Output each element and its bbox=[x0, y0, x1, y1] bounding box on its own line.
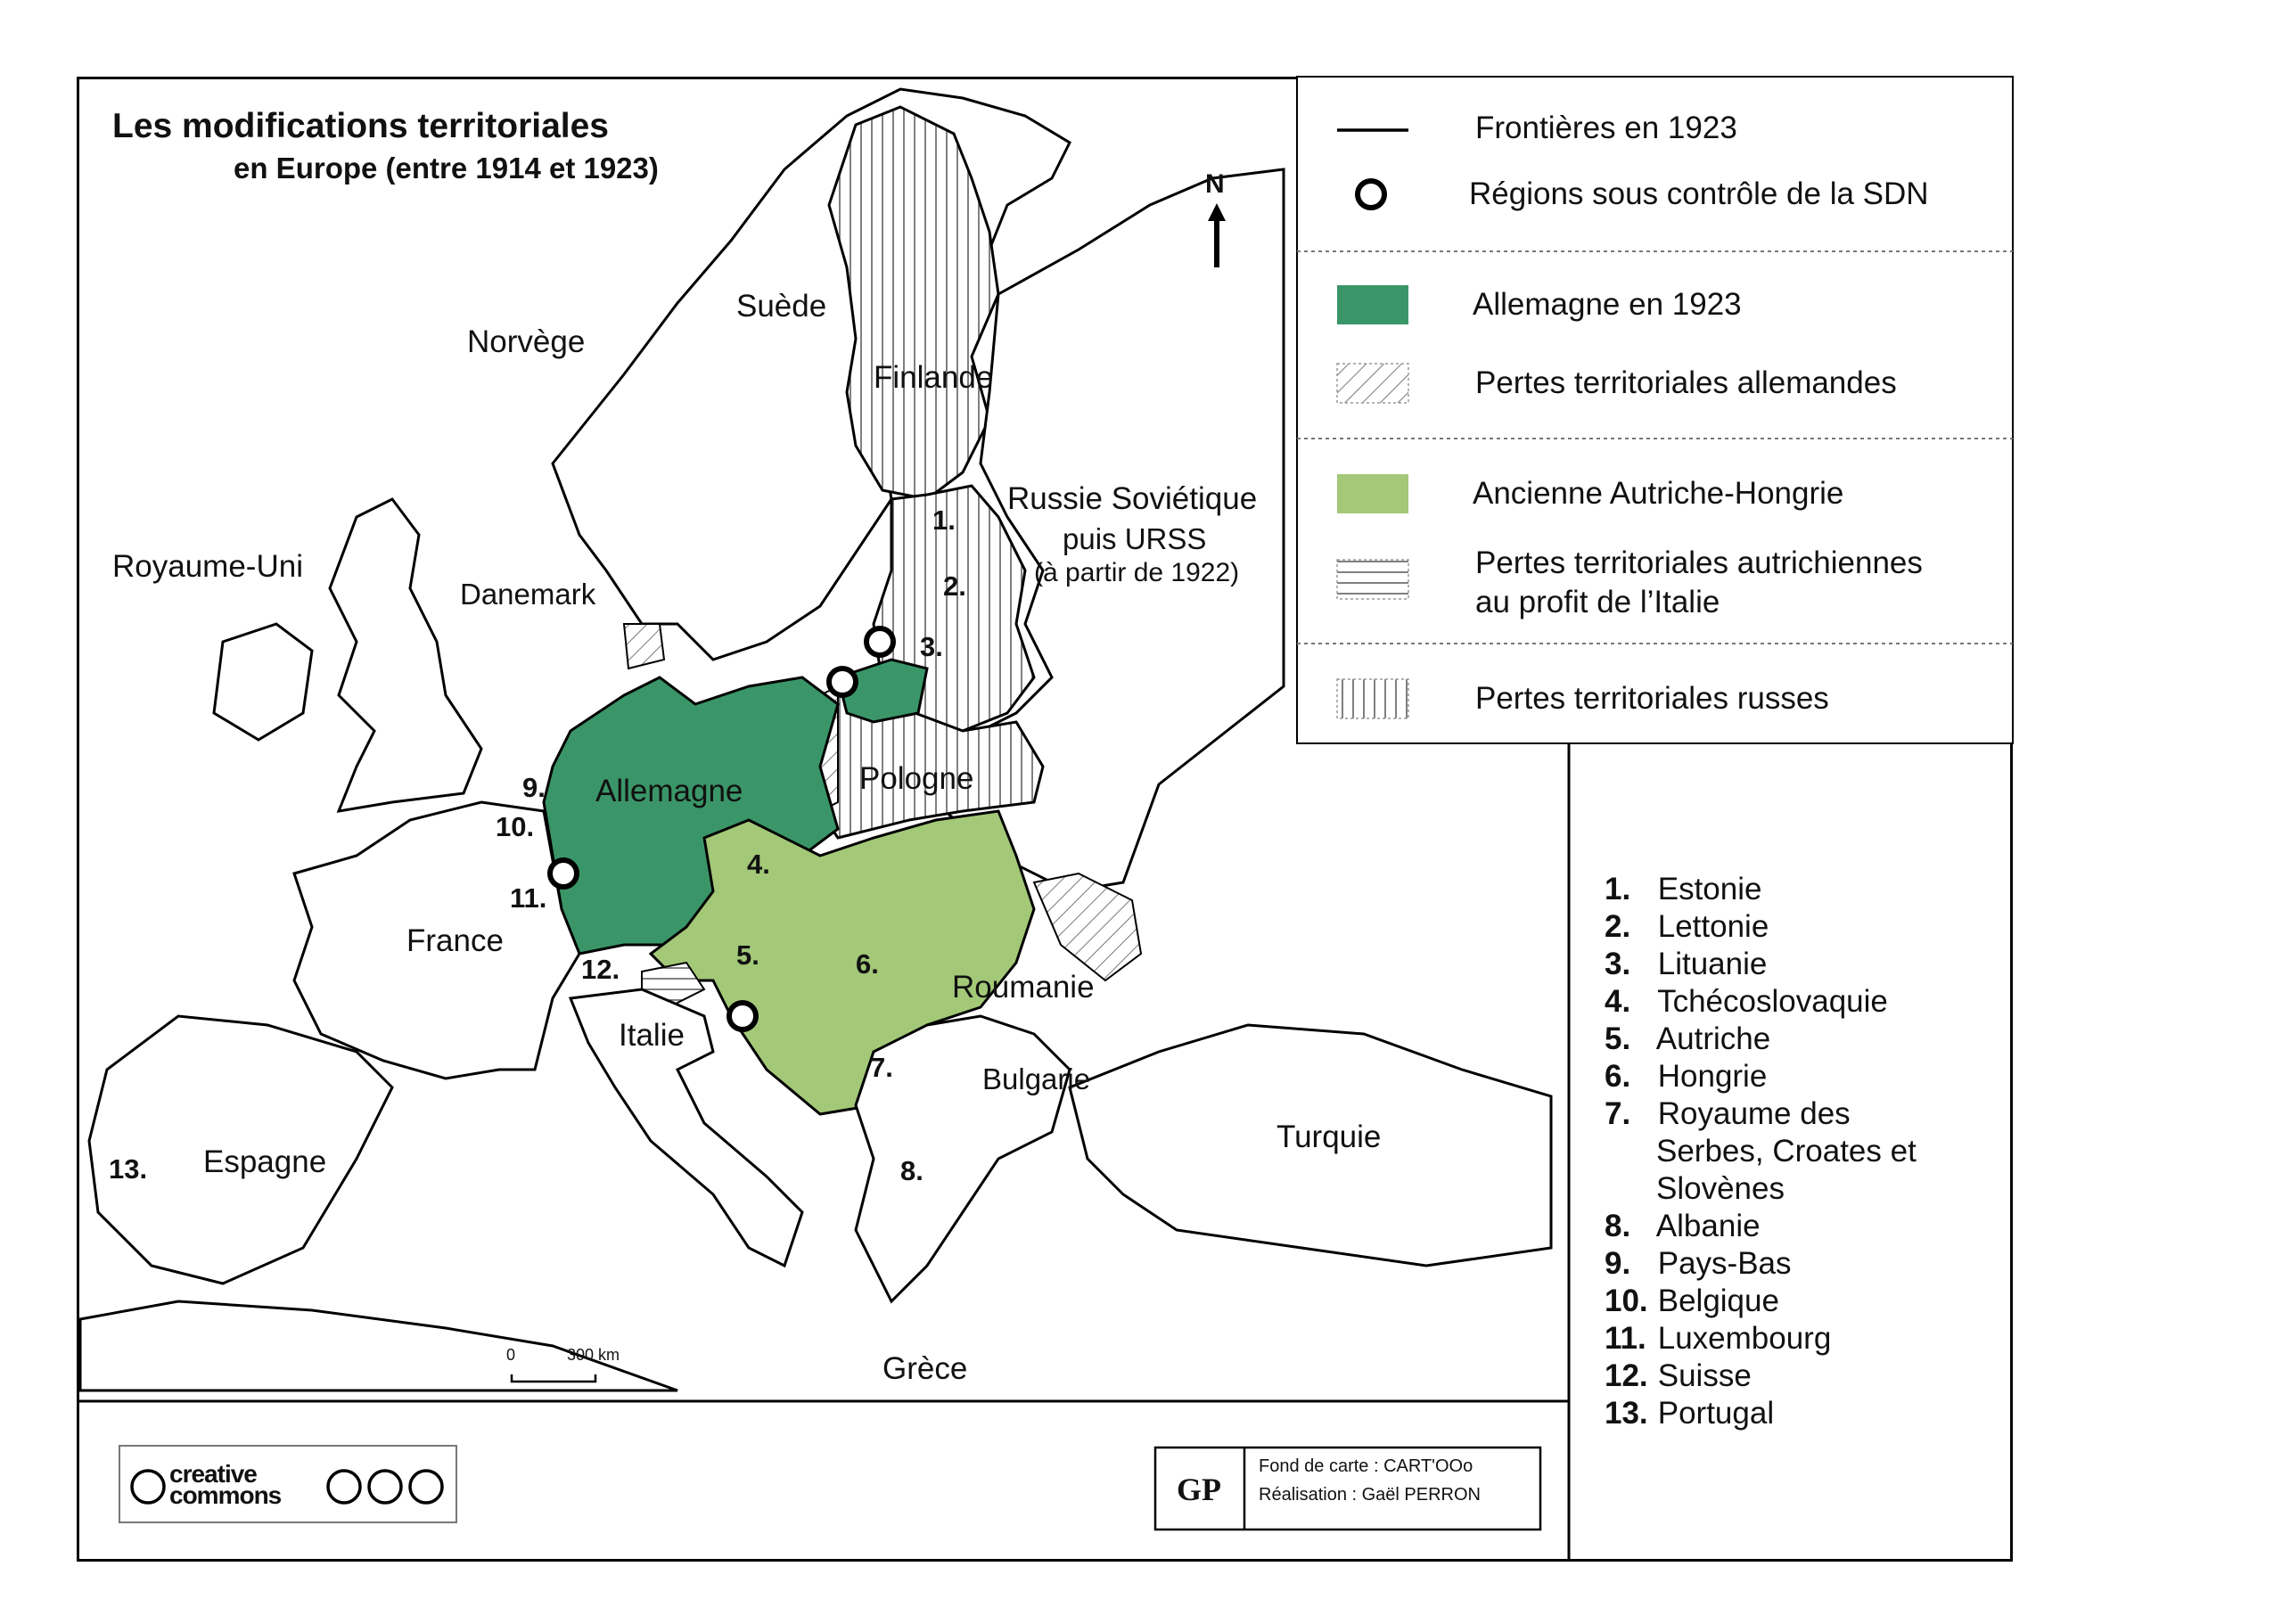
label-russie-1: Russie Soviétique bbox=[1007, 481, 1258, 516]
cc-icon bbox=[132, 1471, 164, 1503]
map-num-12: 12. bbox=[581, 954, 620, 985]
share-alike-icon bbox=[410, 1471, 442, 1503]
key-num: 8. bbox=[1605, 1209, 1631, 1243]
key-name: Albanie bbox=[1655, 1209, 1761, 1243]
label-pologne: Pologne bbox=[859, 761, 974, 796]
sdn-marker-saar bbox=[550, 860, 577, 887]
key-name: Lettonie bbox=[1657, 909, 1769, 944]
key-item-8 bbox=[1605, 1209, 1761, 1244]
key-item-7 bbox=[1605, 1096, 1851, 1132]
key-item-2 bbox=[1605, 909, 1769, 945]
key-item-7-line-3: Slovènes bbox=[1656, 1171, 1785, 1206]
map-num-3: 3. bbox=[920, 631, 943, 662]
map-title: Les modifications territoriales bbox=[112, 107, 609, 145]
key-item-5 bbox=[1605, 1021, 1770, 1057]
key-item-7-line-2: Serbes, Croates et bbox=[1656, 1134, 1917, 1169]
scale-distance: 300 km bbox=[567, 1346, 620, 1364]
label-bulgarie: Bulgarie bbox=[982, 1062, 1091, 1095]
key-name: Hongrie bbox=[1657, 1059, 1768, 1094]
key-name: Lituanie bbox=[1657, 947, 1768, 981]
legend-russian-losses: Pertes territoriales russes bbox=[1475, 681, 1829, 716]
key-num: 6. bbox=[1605, 1059, 1631, 1094]
sdn-marker-memel bbox=[866, 628, 893, 655]
legend-austria-hungary-swatch bbox=[1337, 474, 1408, 513]
key-item-1 bbox=[1605, 872, 1761, 907]
label-allemagne: Allemagne bbox=[595, 774, 743, 808]
legend-russian-losses-swatch bbox=[1337, 679, 1408, 718]
key-name: Estonie bbox=[1657, 872, 1762, 906]
label-royaume-uni: Royaume-Uni bbox=[112, 549, 303, 584]
key-name: Royaume des bbox=[1657, 1096, 1851, 1131]
key-num: 7. bbox=[1605, 1096, 1631, 1131]
map-num-8: 8. bbox=[900, 1155, 923, 1186]
map-num-10: 10. bbox=[496, 811, 535, 842]
key-num: 3. bbox=[1605, 947, 1631, 981]
label-suede: Suède bbox=[736, 289, 827, 324]
legend-german-losses-swatch bbox=[1337, 364, 1408, 403]
key-name: Suisse bbox=[1657, 1358, 1752, 1393]
sdn-marker-danzig bbox=[829, 668, 856, 695]
legend-sdn-symbol bbox=[1358, 181, 1384, 208]
key-num: 2. bbox=[1605, 909, 1631, 944]
legend-germany: Allemagne en 1923 bbox=[1473, 287, 1742, 322]
key-num: 1. bbox=[1605, 872, 1631, 906]
key-num: 11. bbox=[1605, 1321, 1646, 1356]
key-num: 12. bbox=[1605, 1358, 1648, 1393]
key-num: 10. bbox=[1605, 1284, 1648, 1318]
key-name: Pays-Bas bbox=[1657, 1246, 1792, 1281]
label-france: France bbox=[406, 923, 504, 958]
key-item-3 bbox=[1605, 947, 1767, 982]
map-num-6: 6. bbox=[856, 948, 879, 980]
map-num-9: 9. bbox=[522, 772, 546, 803]
creative-commons-text: creative commons bbox=[169, 1460, 282, 1509]
legend-sdn: Régions sous contrôle de la SDN bbox=[1469, 176, 1929, 211]
legend-germany-swatch bbox=[1337, 285, 1408, 324]
great-britain-land bbox=[330, 499, 481, 811]
ireland-land bbox=[214, 624, 312, 740]
label-turquie: Turquie bbox=[1276, 1120, 1382, 1154]
map-num-1: 1. bbox=[932, 504, 956, 536]
map-num-13: 13. bbox=[109, 1153, 148, 1185]
german-losses-denmark bbox=[624, 624, 664, 668]
north-label: N bbox=[1205, 169, 1225, 199]
map-subtitle: en Europe (entre 1914 et 1923) bbox=[234, 152, 659, 185]
map-num-4: 4. bbox=[747, 849, 770, 880]
key-num: 4. bbox=[1605, 984, 1631, 1019]
legend-austrian-losses-2: au profit de l’Italie bbox=[1475, 585, 1720, 619]
label-italie: Italie bbox=[619, 1018, 685, 1053]
key-item-11 bbox=[1605, 1321, 1831, 1357]
key-num: 9. bbox=[1605, 1246, 1631, 1281]
key-num: 13. bbox=[1605, 1396, 1648, 1431]
key-item-4 bbox=[1605, 984, 1888, 1020]
map-num-2: 2. bbox=[943, 570, 966, 602]
key-name: Portugal bbox=[1657, 1396, 1775, 1431]
label-norvege: Norvège bbox=[467, 324, 586, 359]
map-num-11: 11. bbox=[510, 882, 547, 914]
label-russie-2: puis URSS bbox=[1063, 522, 1207, 555]
non-commercial-icon bbox=[369, 1471, 401, 1503]
key-item-12 bbox=[1605, 1358, 1752, 1394]
label-roumanie: Roumanie bbox=[952, 970, 1095, 1005]
label-espagne: Espagne bbox=[203, 1144, 327, 1179]
key-item-6 bbox=[1605, 1059, 1767, 1095]
map-num-5: 5. bbox=[736, 939, 759, 971]
scale-zero: 0 bbox=[506, 1346, 516, 1364]
label-russie-3: (à partir de 1922) bbox=[1034, 558, 1240, 587]
key-num: 5. bbox=[1605, 1021, 1631, 1056]
sdn-marker-fiume bbox=[729, 1003, 756, 1029]
key-item-10 bbox=[1605, 1284, 1779, 1319]
key-item-13 bbox=[1605, 1396, 1774, 1431]
credit-author: Réalisation : Gaël PERRON bbox=[1259, 1485, 1481, 1505]
label-danemark: Danemark bbox=[460, 578, 596, 611]
label-grece: Grèce bbox=[882, 1351, 968, 1386]
key-name: Autriche bbox=[1655, 1021, 1771, 1056]
legend-austrian-losses-swatch bbox=[1337, 560, 1408, 599]
key-name: Tchécoslovaquie bbox=[1657, 984, 1888, 1019]
key-name: Luxembourg bbox=[1657, 1321, 1832, 1356]
attribution-icon bbox=[328, 1471, 360, 1503]
map-num-7: 7. bbox=[870, 1052, 893, 1083]
key-name: Belgique bbox=[1657, 1284, 1779, 1318]
bessarabia-region bbox=[1034, 874, 1141, 980]
legend-austrian-losses-1: Pertes territoriales autrichiennes bbox=[1475, 545, 1923, 580]
legend-austria-hungary: Ancienne Autriche-Hongrie bbox=[1473, 476, 1844, 511]
legend-borders: Frontières en 1923 bbox=[1475, 111, 1737, 145]
gp-logo: GP bbox=[1177, 1472, 1221, 1507]
credit-base: Fond de carte : CART'OOo bbox=[1259, 1456, 1473, 1476]
label-finlande: Finlande bbox=[874, 360, 994, 395]
key-item-9 bbox=[1605, 1246, 1792, 1282]
legend-german-losses: Pertes territoriales allemandes bbox=[1475, 365, 1897, 400]
